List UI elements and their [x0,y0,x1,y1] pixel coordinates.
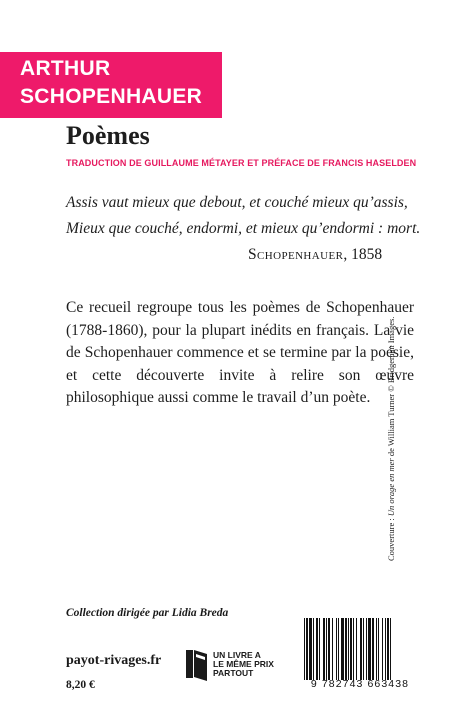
barcode-bar [336,618,337,680]
prix-logo-line-1: UN LIVRE A [213,650,261,660]
epigraph-year: , 1858 [343,246,383,263]
author-last-name: SCHOPENHAUER [20,85,203,108]
barcode-bar [366,618,367,680]
prix-logo-line-3: PARTOUT [213,668,254,678]
epigraph-attribution [248,246,382,264]
barcode-bar [348,618,349,680]
barcode-bar [332,618,333,680]
barcode-bar [390,618,391,680]
barcode-bar [313,618,314,680]
author-first-name: ARTHUR [20,57,111,80]
epigraph-line-2: Mieux que couché, endormi, et mieux qu’endormi : mort. [66,220,421,237]
cover-credit-prefix: Couverture : [386,516,396,561]
book-title: Poèmes [66,121,150,150]
publisher-website[interactable]: payot-rivages.fr [66,653,162,668]
barcode-bar [372,618,374,680]
barcode-bar [382,618,383,680]
barcode-bar [363,618,364,680]
collection-director: Collection dirigée par Lidia Breda [66,607,229,619]
barcode-bar [353,618,354,680]
barcode-bar [323,618,325,680]
barcode-bar [385,618,386,680]
epigraph-author: Schopenhauer [248,246,344,263]
barcode-bar [326,618,327,680]
barcode-bar [341,618,344,680]
barcode-bar [328,618,330,680]
barcode-bar [319,618,320,680]
barcode-bar [368,618,371,680]
price: 8,20 € [66,679,95,691]
isbn-number: 9 782743 663438 [310,678,410,690]
translation-credits: TRADUCTION DE GUILLAUME MÉTAYER ET PRÉFACE DE FRANCIS HASELDEN [66,158,417,168]
cover-credit-suffix: de William Turner © Bridgeman Images. [386,316,396,459]
cover-artwork-title: Un orage en mer [386,458,396,517]
open-book-icon [185,648,209,682]
epigraph-line-1: Assis vaut mieux que debout, et couché mieux qu’assis, [66,194,408,211]
barcode-bar [360,618,362,680]
barcode-bar [309,618,312,680]
barcode-bar [304,618,305,680]
barcode-bar [350,618,352,680]
barcode-bar [316,618,318,680]
barcode-bar [378,618,379,680]
barcode-bar [376,618,377,680]
barcode-bar [387,618,389,680]
barcode-bar [338,618,339,680]
barcode-bar [306,618,308,680]
prix-logo-line-2: LE MÊME PRIX [213,659,274,669]
cover-image-credit [386,316,396,561]
isbn-barcode [302,618,418,680]
livre-meme-prix-logo [185,646,285,686]
back-cover-blurb: Ce recueil regroupe tous les poèmes de Schopenhauer (1788-1860), pour la plupart inédits en français. La vie de Schopenhauer commence et se termine par la poésie, et cette découverte invite à relire son œuvre philosophique aussi comme le travail d’un poète. [66,299,414,406]
barcode-bar [356,618,357,680]
barcode-bar [345,618,347,680]
